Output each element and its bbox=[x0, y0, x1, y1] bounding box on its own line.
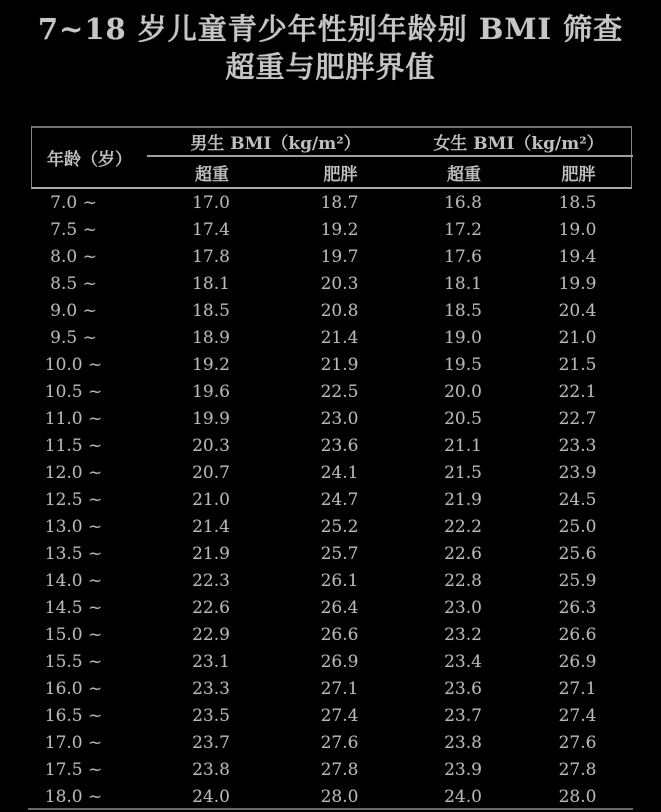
boys-overweight-cell: 19.9 bbox=[192, 409, 230, 429]
girls-obesity-cell: 19.4 bbox=[558, 247, 597, 267]
age-cell: 15.0 ~ bbox=[44, 625, 103, 645]
girls-obesity-cell: 23.9 bbox=[558, 463, 597, 483]
age-cell: 16.5 ~ bbox=[44, 706, 103, 726]
boys-obesity-cell: 26.4 bbox=[320, 598, 359, 618]
girls-overweight-cell: 21.9 bbox=[444, 490, 482, 510]
boys-overweight-cell: 23.8 bbox=[192, 760, 230, 780]
girls-overweight-cell: 23.2 bbox=[444, 625, 482, 645]
girls-overweight-cell: 23.7 bbox=[444, 706, 482, 726]
boys-overweight-cell: 22.3 bbox=[192, 571, 230, 591]
girls-overweight-cell: 20.0 bbox=[444, 382, 482, 402]
girls-obesity-cell: 28.0 bbox=[558, 787, 597, 807]
girls-obesity-cell: 26.6 bbox=[558, 625, 597, 645]
boys-overweight-cell: 20.7 bbox=[192, 463, 230, 483]
girls-obesity-cell: 21.5 bbox=[558, 355, 597, 375]
girls-obesity-cell: 21.0 bbox=[558, 328, 597, 348]
boys-obesity-cell: 26.1 bbox=[320, 571, 359, 591]
boys-overweight-cell: 23.1 bbox=[192, 652, 230, 672]
girls-overweight-cell: 22.8 bbox=[444, 571, 482, 591]
table-row bbox=[31, 541, 632, 568]
girls-obesity-cell: 19.0 bbox=[558, 220, 597, 240]
age-cell: 16.0 ~ bbox=[44, 679, 103, 699]
age-cell: 8.0 ~ bbox=[50, 247, 97, 267]
table-row bbox=[31, 298, 632, 325]
page-title-line-1: 7~18 岁儿童青少年性别年龄别 BMI 筛查 bbox=[37, 12, 624, 46]
girls-overweight-cell: 23.8 bbox=[444, 733, 482, 753]
age-cell: 7.5 ~ bbox=[50, 220, 97, 240]
girls-overweight-cell: 22.2 bbox=[444, 517, 482, 537]
boys-overweight-cell: 23.5 bbox=[192, 706, 230, 726]
girls-overweight-cell: 23.6 bbox=[444, 679, 482, 699]
table-row bbox=[31, 703, 632, 730]
girls-obesity-cell: 25.9 bbox=[558, 571, 597, 591]
boys-overweight-cell: 22.9 bbox=[192, 625, 230, 645]
boys-obesity-cell: 18.7 bbox=[320, 193, 359, 213]
girls-obesity-cell: 24.5 bbox=[558, 490, 597, 510]
table-bottom-rule bbox=[28, 808, 633, 810]
boys-obesity-header: 肥胖 bbox=[323, 164, 358, 185]
age-cell: 10.0 ~ bbox=[44, 355, 103, 375]
boys-overweight-cell: 23.3 bbox=[192, 679, 230, 699]
boys-overweight-header: 超重 bbox=[195, 164, 229, 185]
age-column-header: 年龄（岁） bbox=[47, 150, 132, 170]
girls-overweight-header: 超重 bbox=[447, 164, 481, 185]
bmi-cutoff-table bbox=[31, 126, 632, 811]
boys-overweight-cell: 17.4 bbox=[192, 220, 230, 240]
table-row bbox=[31, 568, 632, 595]
boys-obesity-cell: 20.8 bbox=[320, 301, 359, 321]
age-cell: 10.5 ~ bbox=[44, 382, 103, 402]
age-cell: 18.0 ~ bbox=[44, 787, 103, 807]
table-row bbox=[31, 244, 632, 271]
girls-overweight-cell: 19.0 bbox=[444, 328, 482, 348]
table-row bbox=[31, 379, 632, 406]
girls-obesity-cell: 25.6 bbox=[558, 544, 597, 564]
age-cell: 12.0 ~ bbox=[44, 463, 103, 483]
age-cell: 13.0 ~ bbox=[44, 517, 103, 537]
boys-overweight-cell: 18.9 bbox=[192, 328, 230, 348]
table-row bbox=[31, 676, 632, 703]
table-row bbox=[31, 325, 632, 352]
boys-overweight-cell: 17.0 bbox=[192, 193, 230, 213]
boys-obesity-cell: 26.9 bbox=[320, 652, 359, 672]
boys-overweight-cell: 19.6 bbox=[192, 382, 230, 402]
boys-overweight-cell: 24.0 bbox=[192, 787, 230, 807]
girls-obesity-header: 肥胖 bbox=[561, 164, 596, 185]
boys-bmi-group-header: 男生 BMI（kg/m²） bbox=[147, 128, 404, 157]
age-cell: 15.5 ~ bbox=[44, 652, 103, 672]
age-cell: 14.0 ~ bbox=[44, 571, 103, 591]
boys-obesity-cell: 21.4 bbox=[320, 328, 359, 348]
boys-obesity-cell: 20.3 bbox=[320, 274, 359, 294]
girls-obesity-cell: 20.4 bbox=[558, 301, 597, 321]
boys-overweight-cell: 23.7 bbox=[192, 733, 230, 753]
boys-overweight-cell: 22.6 bbox=[192, 598, 230, 618]
age-cell: 12.5 ~ bbox=[44, 490, 103, 510]
girls-overweight-cell: 23.0 bbox=[444, 598, 482, 618]
table-row bbox=[31, 784, 632, 811]
boys-overweight-cell: 21.0 bbox=[192, 490, 230, 510]
girls-overweight-cell: 17.6 bbox=[444, 247, 482, 267]
age-cell: 17.5 ~ bbox=[44, 760, 103, 780]
girls-obesity-cell: 19.9 bbox=[558, 274, 597, 294]
girls-overweight-cell: 23.9 bbox=[444, 760, 482, 780]
boys-overweight-cell: 21.9 bbox=[192, 544, 230, 564]
girls-overweight-cell: 17.2 bbox=[444, 220, 482, 240]
girls-obesity-cell: 27.1 bbox=[558, 679, 597, 699]
boys-overweight-cell: 18.1 bbox=[192, 274, 230, 294]
girls-bmi-group-header: 女生 BMI（kg/m²） bbox=[404, 128, 633, 157]
girls-overweight-cell: 21.1 bbox=[444, 436, 482, 456]
boys-obesity-cell: 21.9 bbox=[320, 355, 359, 375]
boys-obesity-cell: 25.2 bbox=[320, 517, 359, 537]
table-row bbox=[31, 730, 632, 757]
age-cell: 14.5 ~ bbox=[44, 598, 103, 618]
table-row bbox=[31, 352, 632, 379]
table-row bbox=[31, 271, 632, 298]
age-cell: 17.0 ~ bbox=[44, 733, 103, 753]
girls-obesity-cell: 27.6 bbox=[558, 733, 597, 753]
page-title-line-2: 超重与肥胖界值 bbox=[225, 50, 436, 84]
boys-obesity-cell: 27.1 bbox=[320, 679, 359, 699]
girls-obesity-cell: 25.0 bbox=[558, 517, 597, 537]
boys-overweight-cell: 17.8 bbox=[192, 247, 230, 267]
table-row bbox=[31, 757, 632, 784]
boys-obesity-cell: 24.1 bbox=[320, 463, 359, 483]
table-row bbox=[31, 487, 632, 514]
girls-obesity-cell: 22.1 bbox=[558, 382, 597, 402]
girls-overweight-cell: 18.5 bbox=[444, 301, 482, 321]
table-row bbox=[31, 406, 632, 433]
boys-obesity-cell: 24.7 bbox=[320, 490, 359, 510]
table-row bbox=[31, 433, 632, 460]
boys-overweight-cell: 20.3 bbox=[192, 436, 230, 456]
boys-obesity-cell: 19.7 bbox=[320, 247, 359, 267]
table-row bbox=[31, 595, 632, 622]
boys-obesity-cell: 27.8 bbox=[320, 760, 359, 780]
boys-overweight-cell: 21.4 bbox=[192, 517, 230, 537]
table-row bbox=[31, 649, 632, 676]
boys-obesity-cell: 25.7 bbox=[320, 544, 359, 564]
boys-obesity-cell: 23.0 bbox=[320, 409, 359, 429]
boys-obesity-cell: 19.2 bbox=[320, 220, 359, 240]
boys-obesity-cell: 26.6 bbox=[320, 625, 359, 645]
girls-overweight-cell: 24.0 bbox=[444, 787, 482, 807]
girls-obesity-cell: 26.9 bbox=[558, 652, 597, 672]
girls-obesity-cell: 26.3 bbox=[558, 598, 597, 618]
boys-obesity-cell: 22.5 bbox=[320, 382, 359, 402]
girls-obesity-cell: 23.3 bbox=[558, 436, 597, 456]
page-title bbox=[0, 10, 661, 86]
table-row bbox=[31, 217, 632, 244]
boys-overweight-cell: 18.5 bbox=[192, 301, 230, 321]
girls-overweight-cell: 16.8 bbox=[444, 193, 482, 213]
age-cell: 9.5 ~ bbox=[50, 328, 97, 348]
girls-overweight-cell: 21.5 bbox=[444, 463, 482, 483]
girls-overweight-cell: 23.4 bbox=[444, 652, 482, 672]
girls-obesity-cell: 22.7 bbox=[558, 409, 597, 429]
girls-obesity-cell: 18.5 bbox=[558, 193, 597, 213]
table-row bbox=[31, 460, 632, 487]
age-cell: 11.5 ~ bbox=[44, 436, 103, 456]
boys-obesity-cell: 27.6 bbox=[320, 733, 359, 753]
table-row bbox=[31, 622, 632, 649]
girls-overweight-cell: 18.1 bbox=[444, 274, 482, 294]
table-row bbox=[31, 514, 632, 541]
girls-overweight-cell: 22.6 bbox=[444, 544, 482, 564]
table-row bbox=[31, 190, 632, 217]
table-header bbox=[31, 126, 632, 189]
age-cell: 11.0 ~ bbox=[44, 409, 103, 429]
boys-overweight-cell: 19.2 bbox=[192, 355, 230, 375]
girls-obesity-cell: 27.4 bbox=[558, 706, 597, 726]
boys-obesity-cell: 27.4 bbox=[320, 706, 359, 726]
age-cell: 8.5 ~ bbox=[50, 274, 97, 294]
age-cell: 13.5 ~ bbox=[44, 544, 103, 564]
table-body bbox=[31, 189, 632, 811]
girls-overweight-cell: 20.5 bbox=[444, 409, 482, 429]
age-cell: 7.0 ~ bbox=[50, 193, 97, 213]
girls-obesity-cell: 27.8 bbox=[558, 760, 597, 780]
boys-obesity-cell: 23.6 bbox=[320, 436, 359, 456]
age-cell: 9.0 ~ bbox=[50, 301, 97, 321]
girls-overweight-cell: 19.5 bbox=[444, 355, 482, 375]
boys-obesity-cell: 28.0 bbox=[320, 787, 359, 807]
